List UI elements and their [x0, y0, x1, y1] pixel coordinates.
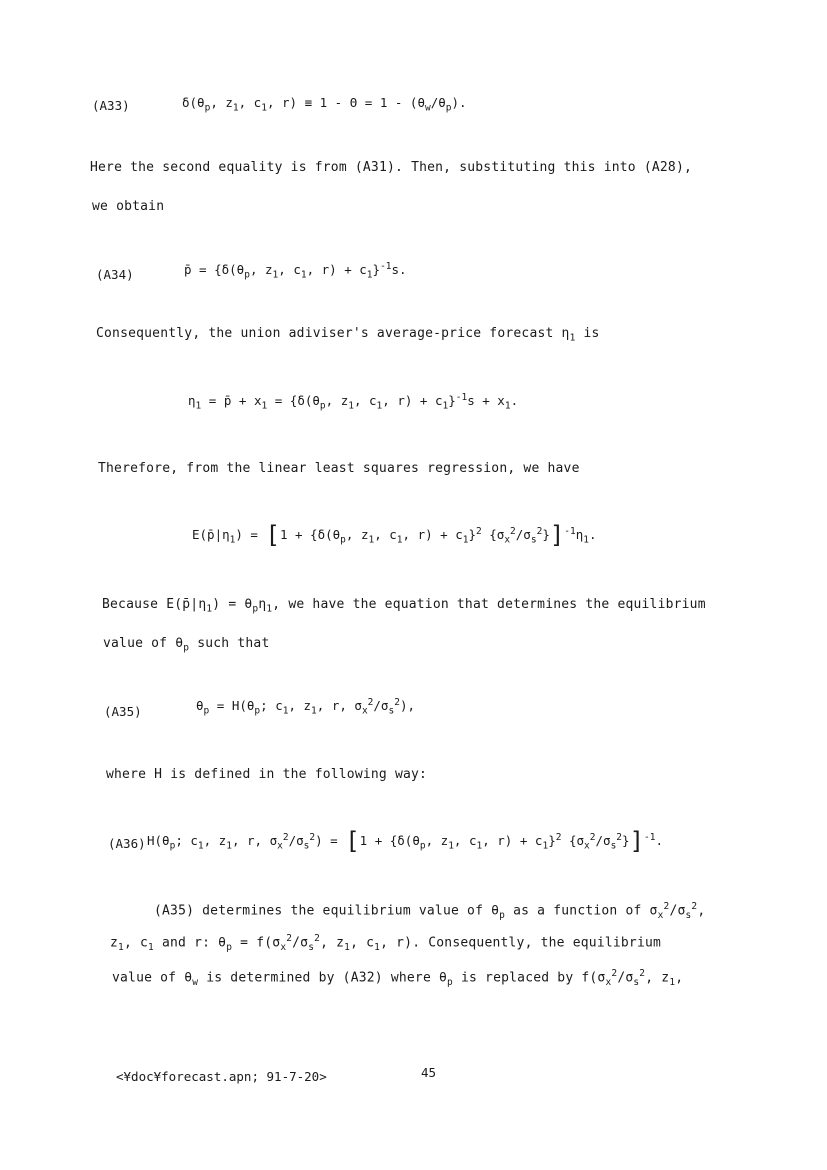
equation-label-a33: (A33) — [92, 98, 130, 113]
paragraph-line: $z_1$, $c_1$ and r: $\theta_p = f(\sigma_x^2/\sigma_s^2$, $z_1$, $c_1$, r). Consequently, the equilibrium — [110, 933, 662, 953]
paragraph-line: (A35) determines the equilibrium value of $\theta_p$ as a function of $\sigma_x^2/\sigma_s^2$, — [154, 901, 706, 921]
paragraph-line: Because $E(p̄|\eta_1) = \theta_p\eta_1$, we have the equation that determines the equilibrium — [102, 597, 706, 615]
equation-label-a34: (A34) — [96, 267, 134, 282]
paragraph-line: Therefore, from the linear least squares regression, we have — [98, 461, 580, 476]
page-number: 45 — [421, 1065, 437, 1080]
equation-a36: $H(\theta_p$; $c_1$, $z_1$, r, $\sigma_x^2/\sigma_s^2) = [1 + \{\delta(\theta_p$, $z_1$, $c_1$, $r) + c_1\}^2$ $\{\sigma_x^2/\sigma_s^2\}]^{-1}$. — [147, 827, 663, 855]
equation-a34: p̄ = {$\delta(\theta_p$, $z_1$, $c_1$, $r) + c_1\}^{-1}s$. — [184, 261, 407, 281]
equation-regression: $E(p̄|\eta_1) = [1 + \{\delta(\theta_p$, $z_1$, $c_1$, $r) + c_1\}^2$ $\{\sigma_x^2/\sigma_s^2\}]^{-1}\eta_1$. — [192, 521, 597, 549]
paragraph-line: value of $\theta_w$ is determined by (A32) where $\theta_p$ is replaced by $f(\sigma_x^2/\sigma_s^2$, $z_1$, — [112, 968, 684, 988]
paragraph-line: Consequently, the union adiviser's average-price forecast $\eta_1$ is — [96, 326, 600, 344]
paragraph-line: where H is defined in the following way: — [106, 767, 428, 782]
equation-a33: $\delta(\theta_p$, $z_1$, $c_1$, $r) \equiv 1 - \Theta = 1 - (\theta_w/\theta_p)$. — [182, 95, 467, 114]
paragraph-line: Here the second equality is from (A31). Then, substituting this into (A28), — [90, 160, 692, 175]
equation-label-a36: (A36) — [108, 836, 146, 851]
paragraph-line: value of $\theta_p$ such that — [103, 636, 270, 654]
paragraph-line: we obtain — [92, 199, 165, 214]
footer-path: <¥doc¥forecast.apn; 91-7-20> — [116, 1069, 327, 1084]
equation-a35: $\theta_p = H(\theta_p$; $c_1$, $z_1$, r, $\sigma_x^2/\sigma_s^2$), — [196, 697, 415, 717]
equation-label-a35: (A35) — [104, 704, 142, 719]
equation-eta: $\eta_1$ = p̄ + $x_1 = \{\delta(\theta_p$, $z_1$, $c_1$, $r) + c_1\}^{-1}s + x_1$. — [188, 392, 519, 412]
